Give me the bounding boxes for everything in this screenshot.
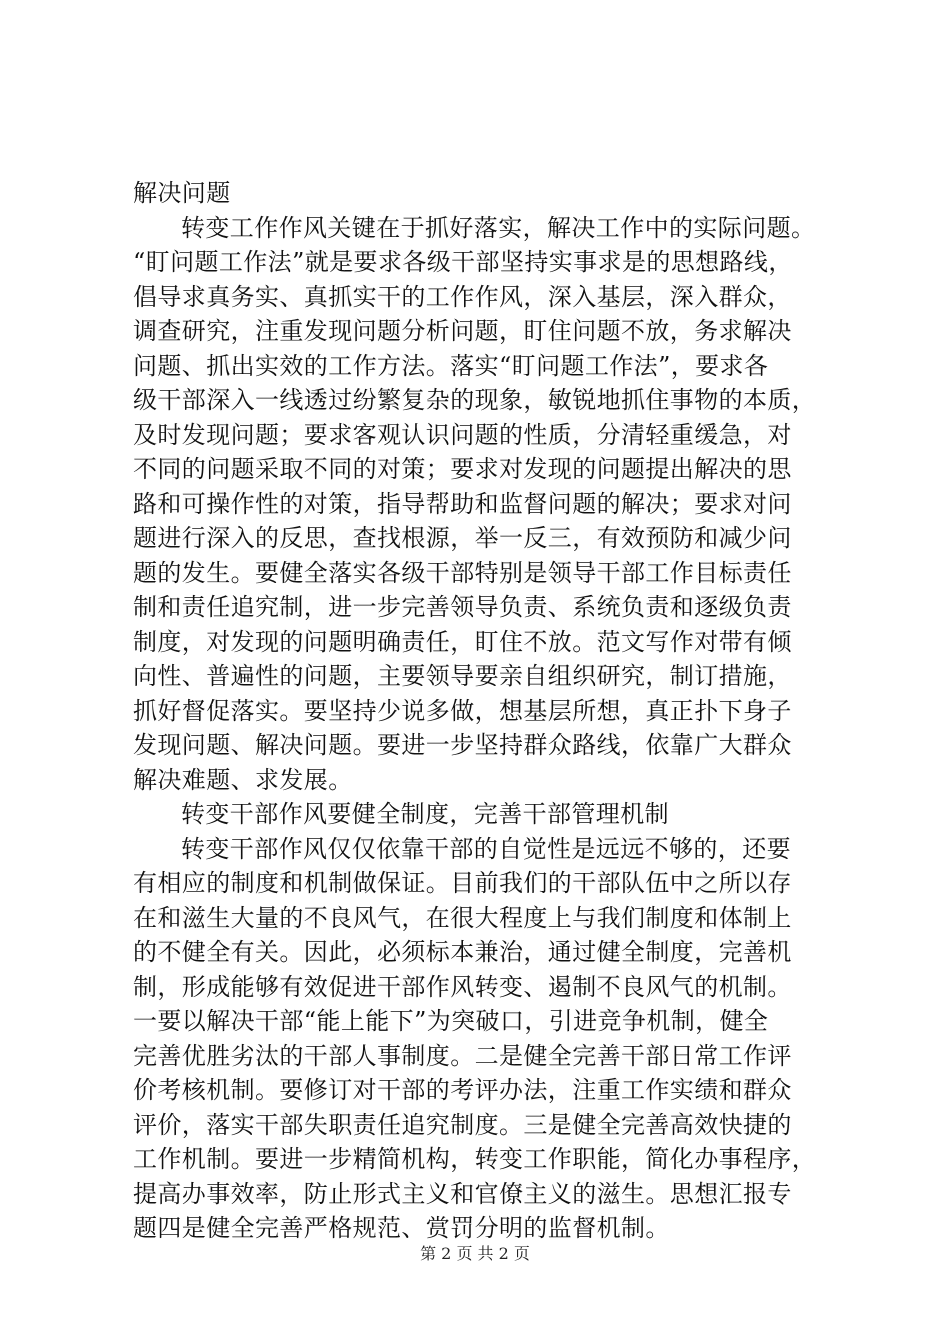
text-line: 解决难题、求发展。 [133,765,353,794]
text-line: 制度，对发现的问题明确责任，盯住不放。范文写作对带有倾 [133,627,792,656]
text-line: 的不健全有关。因此，必须标本兼治，通过健全制度，完善机 [133,938,792,966]
text-line: 抓好督促落实。要坚持少说多做，想基层所想，真正扑下身子 [133,696,792,725]
text-line: 题四是健全完善严格规范、赏罚分明的监督机制。 [133,1214,670,1242]
text-line: 完善优胜劣汰的干部人事制度。二是健全完善干部日常工作评 [133,1041,792,1070]
text-line: 转变工作作风关键在于抓好落实，解决工作中的实际问题。 [181,213,816,242]
text-line: 题的发生。要健全落实各级干部特别是领导干部工作目标责任 [133,558,792,587]
document-body [133,176,833,1246]
text-line: 调查研究，注重发现问题分析问题，盯住问题不放，务求解决 [133,317,792,345]
page-footer: 第 2 页 共 2 页 [420,1244,530,1263]
text-line: 不同的问题采取不同的对策；要求对发现的问题提出解决的思 [133,455,792,483]
text-line: 发现问题、解决问题。要进一步坚持群众路线，依靠广大群众 [133,731,792,759]
text-line: 一要以解决干部“能上能下”为突破口，引进竞争机制，健全 [133,1007,769,1035]
text-line: 在和滋生大量的不良风气，在很大程度上与我们制度和体制上 [133,903,792,932]
text-line: 评价，落实干部失职责任追究制度。三是健全完善高效快捷的 [133,1110,792,1139]
text-line: 制，形成能够有效促进干部作风转变、遏制不良风气的机制。 [133,972,792,1001]
text-line: 问题、抓出实效的工作方法。落实“盯问题工作法”，要求各 [133,351,769,380]
text-line: 转变干部作风仅仅依靠干部的自觉性是远远不够的，还要 [181,834,791,863]
text-line: 价考核机制。要修订对干部的考评办法，注重工作实绩和群众 [133,1076,792,1104]
text-line: 路和可操作性的对策，指导帮助和监督问题的解决；要求对问 [133,489,792,518]
text-line: 转变干部作风要健全制度，完善干部管理机制 [181,800,669,828]
text-line: 及时发现问题；要求客观认识问题的性质，分清轻重缓急，对 [133,420,792,449]
text-line: 级干部深入一线透过纷繁复杂的现象，敏锐地抓住事物的本质， [133,386,817,414]
text-line: 工作机制。要进一步精简机构，转变工作职能，简化办事程序， [133,1145,817,1173]
text-line: “盯问题工作法”就是要求各级干部坚持实事求是的思想路线， [133,248,793,276]
text-line: 向性、普遍性的问题，主要领导要亲自组织研究，制订措施， [133,662,792,690]
text-line: 有相应的制度和机制做保证。目前我们的干部队伍中之所以存 [133,869,792,897]
text-line: 解决问题 [133,179,231,207]
text-line: 题进行深入的反思，查找根源，举一反三，有效预防和减少问 [133,524,792,552]
text-line: 制和责任追究制，进一步完善领导负责、系统负责和逐级负责 [133,593,792,621]
text-line: 提高办事效率，防止形式主义和官僚主义的滋生。思想汇报专 [133,1179,792,1208]
text-line: 倡导求真务实、真抓实干的工作作风，深入基层，深入群众， [133,282,792,311]
